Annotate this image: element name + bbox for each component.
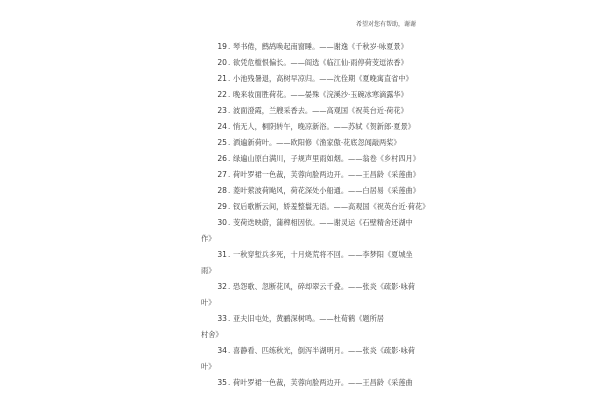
poem-quote: 荷叶罗裙一色裁，芙蓉向脸两边开。——王昌龄《采莲曲》 [233,170,420,179]
poem-line [0,71,600,87]
number-separator: . [228,282,231,291]
number-separator: . [228,74,231,83]
poem-list [0,39,600,391]
number-separator: . [228,90,231,99]
poem-line [0,247,600,263]
line-number: 20 [217,58,227,67]
poem-quote-continuation: 作》 [201,234,216,243]
line-number: 35 [217,378,227,387]
poem-quote: 波面澄霞，兰艘采香去。——高观国《祝英台近·荷花》 [233,106,408,115]
poem-line [0,167,600,183]
poem-line-continuation [0,359,600,375]
poem-line [0,119,600,135]
poem-quote: 绿遍山原白满川，子规声里雨如烟。——翁卷《乡村四月》 [233,154,420,163]
line-number: 23 [217,106,227,115]
poem-quote: 洒遍新荷叶。——欧阳修《渔家傲·花底忽闻敲两桨》 [233,138,401,147]
line-number: 32 [217,282,227,291]
line-number: 25 [217,138,227,147]
number-separator: . [228,346,231,355]
number-separator: . [228,314,231,323]
poem-line-continuation [0,327,600,343]
poem-quote: 小池残暑退，高树早凉归。——沈佺期《夏晚寓直省中》 [233,74,413,83]
poem-line [0,103,600,119]
poem-line [0,199,600,215]
number-separator: . [228,138,231,147]
number-separator: . [228,186,231,195]
number-separator: . [228,378,231,387]
poem-line-continuation [0,231,600,247]
line-number: 30 [217,218,227,227]
poem-line [0,183,600,199]
line-number: 33 [217,314,227,323]
poem-quote: 悄无人，桐阴转午，晚凉新浴。——苏轼《贺新郎·夏景》 [233,122,415,131]
number-separator: . [228,106,231,115]
line-number: 21 [217,74,227,83]
number-separator: . [228,202,231,211]
number-separator: . [228,58,231,67]
poem-line [0,343,600,359]
number-separator: . [228,42,231,51]
number-separator: . [228,154,231,163]
poem-line [0,39,600,55]
line-number: 27 [217,170,227,179]
number-separator: . [228,250,231,259]
poem-quote: 一秋穿堑兵多死，十月烧荒将不回。——李梦阳《夏城坐 [233,250,413,259]
line-number: 26 [217,154,227,163]
line-number: 24 [217,122,227,131]
number-separator: . [228,170,231,179]
poem-quote-continuation: 叶》 [201,298,216,307]
line-number: 28 [217,186,227,195]
poem-quote: 欲凭危槛恨偏长。——阎选《临江仙·雨停荷芰逗浓香》 [233,58,408,67]
poem-line [0,375,600,391]
poem-line [0,87,600,103]
poem-quote-continuation: 村舍》 [201,330,223,339]
poem-quote: 喜静看、匹练秋光，倒泻半湖明月。——张炎《疏影·咏荷 [233,346,415,355]
poem-quote: 芰荷迭映蔚，蒲稗相因依。——谢灵运《石壁精舍还湖中 [233,218,413,227]
poem-line-continuation [0,263,600,279]
line-number: 22 [217,90,227,99]
poem-quote: 亚夫旧屯处，黄鹂深树鸣。——杜荀鹤《题所居 [233,314,384,323]
line-number: 29 [217,202,227,211]
poem-quote: 菱叶萦波荷飐风，荷花深处小船通。——白居易《采莲曲》 [233,186,420,195]
poem-quote: 恐怨歌、忽断花风，碎却翠云千叠。——张炎《疏影·咏荷 [233,282,415,291]
line-number: 31 [217,250,227,259]
poem-line [0,311,600,327]
poem-quote-continuation: 雨》 [201,266,216,275]
poem-line [0,279,600,295]
poem-line [0,151,600,167]
number-separator: . [228,122,231,131]
line-number: 34 [217,346,227,355]
poem-line [0,215,600,231]
poem-line [0,135,600,151]
poem-quote: 琴书倦，鹧鸪唤起南窗睡。——谢逸《千秋岁·咏夏景》 [233,42,408,51]
line-number: 19 [217,42,227,51]
poem-quote: 荷叶罗裙一色裁，芙蓉向脸两边开。——王昌龄《采莲曲 [233,378,413,387]
poem-line-continuation [0,295,600,311]
poem-quote: 钗后歌断云间，娇羞整鬟无语。——高观国《祝英台近·荷花》 [233,202,430,211]
poem-quote: 晚来妆面胜荷花。——晏殊《浣溪沙·玉碗冰寒滴露华》 [233,90,408,99]
page-header-note: 希望对您有帮助，谢谢 [356,21,417,28]
number-separator: . [228,218,231,227]
poem-quote-continuation: 叶》 [201,362,216,371]
poem-line [0,55,600,71]
